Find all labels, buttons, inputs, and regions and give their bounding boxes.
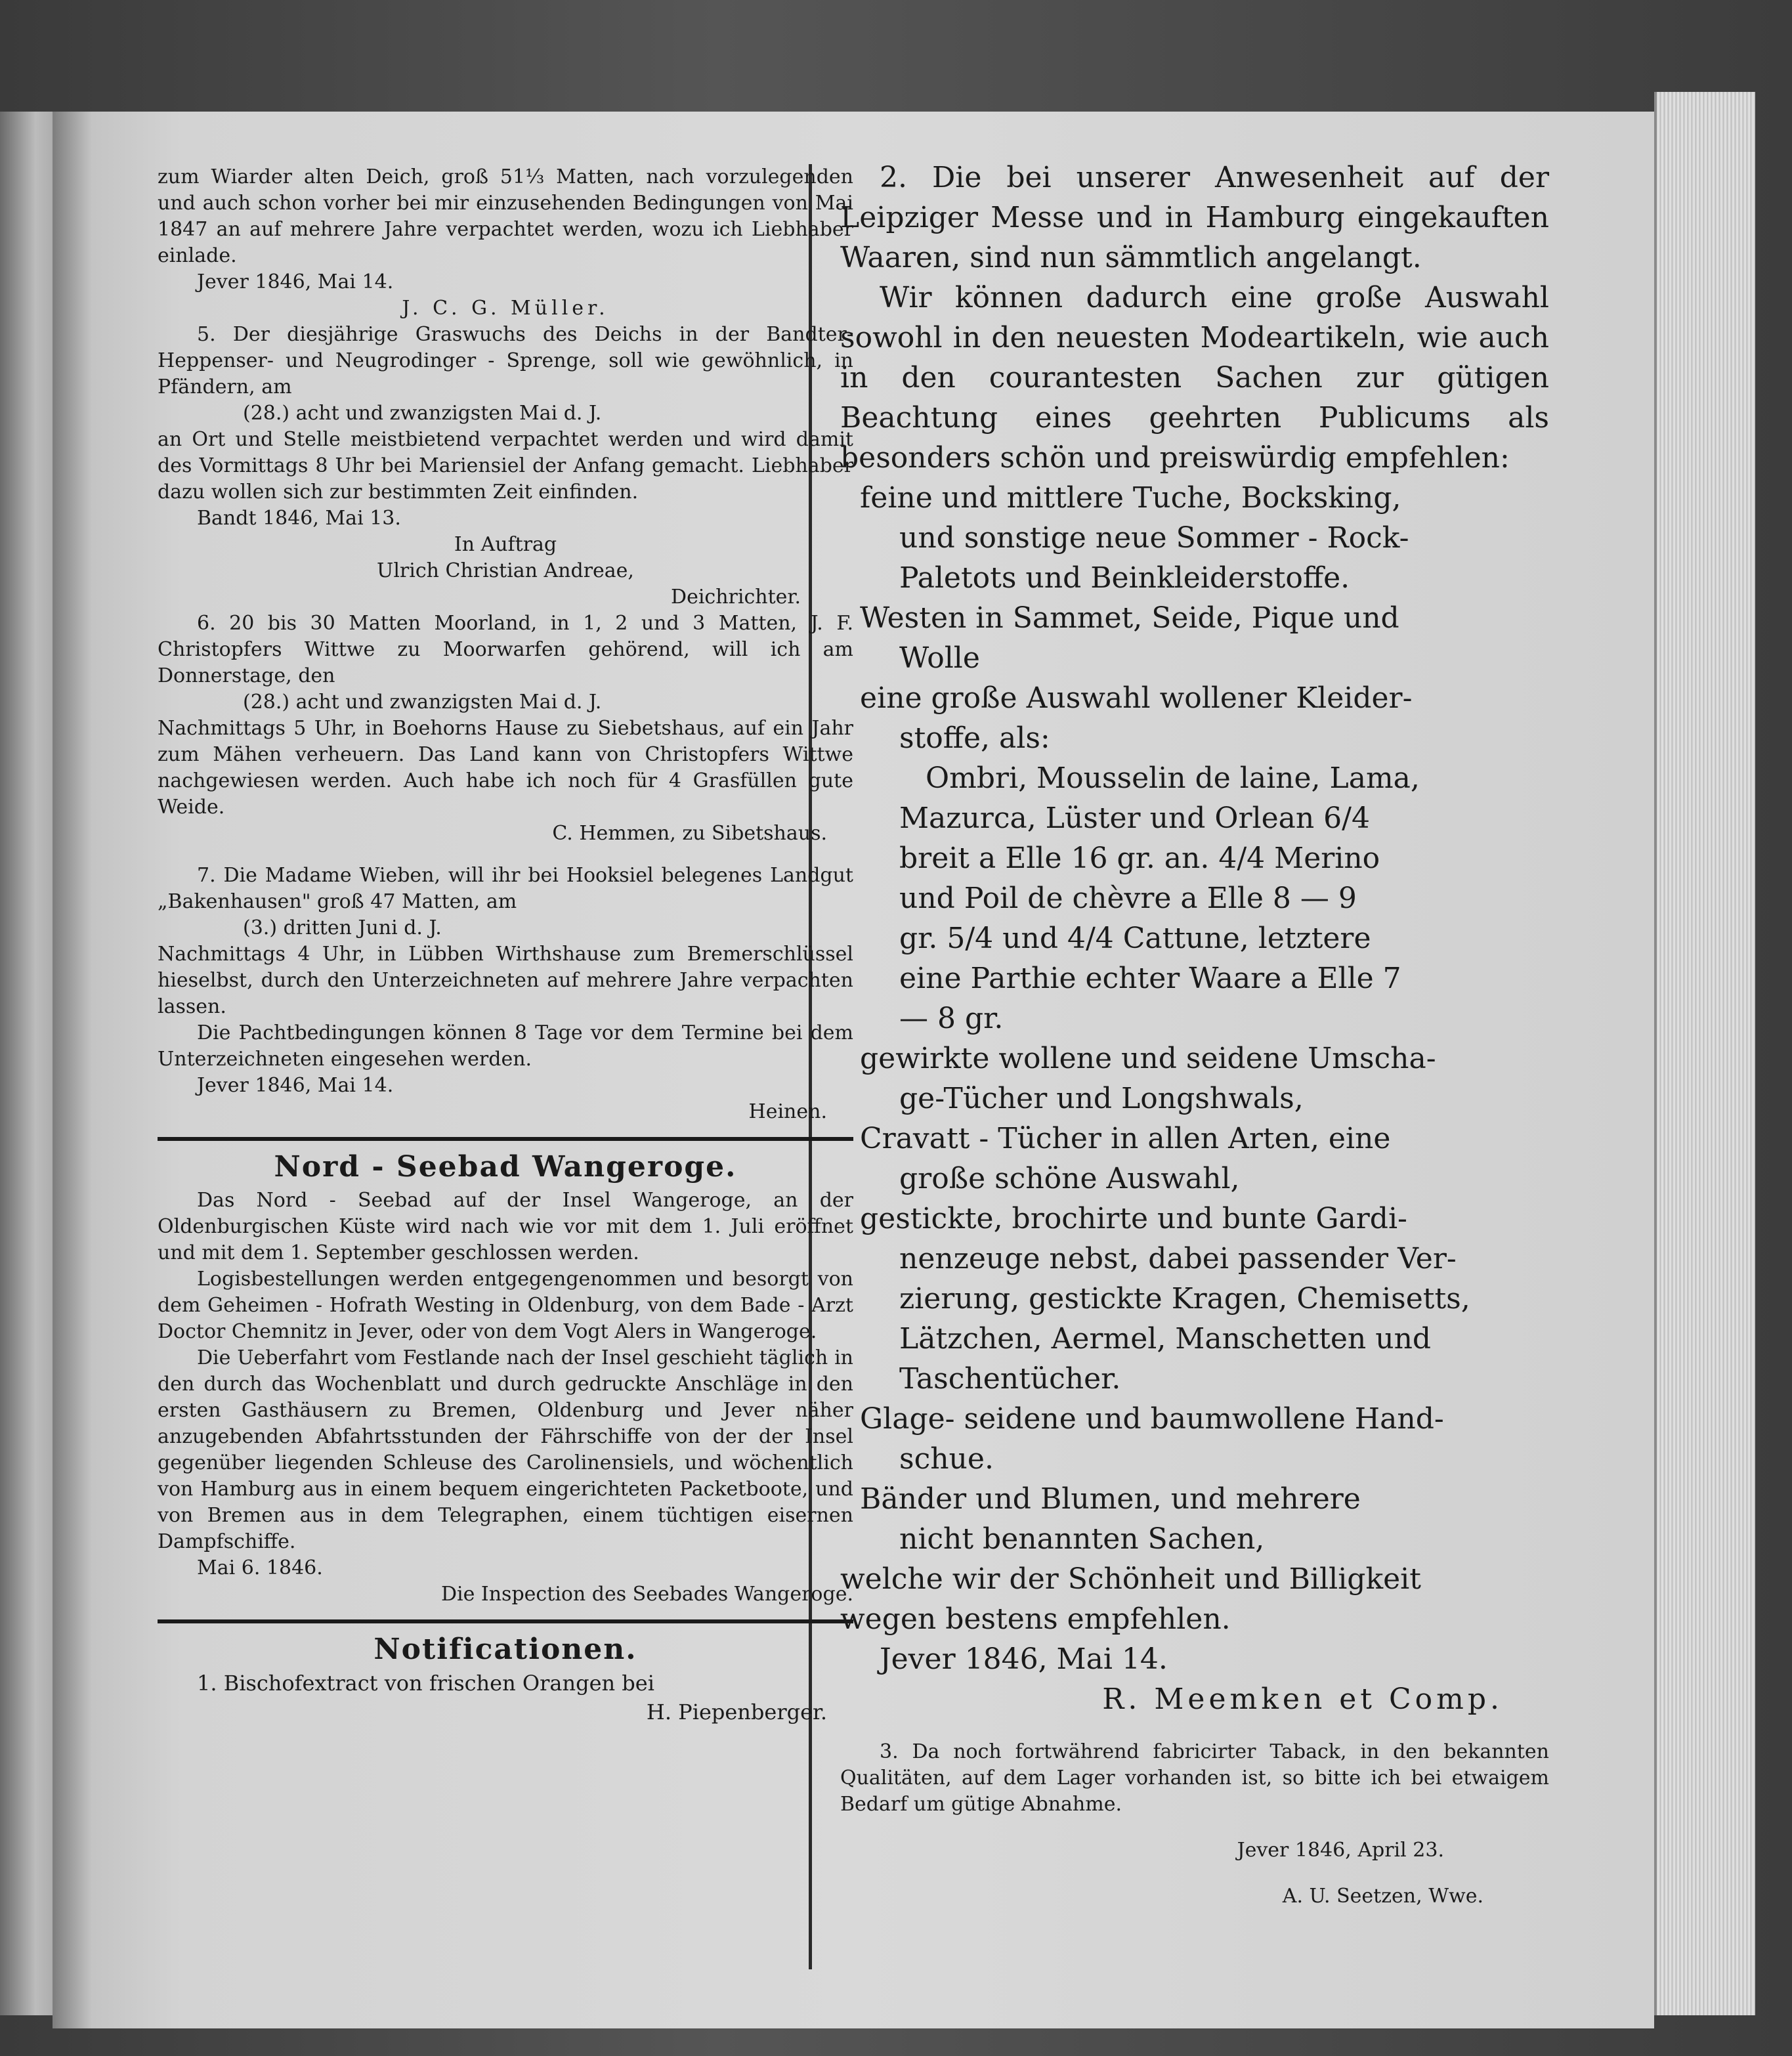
item-8-b: nicht benannten Sachen, [899,1522,1265,1556]
item-1-a: feine und mittlere Tuche, Bocksking, [860,481,1401,515]
notice-r3-date: Jever 1846, April 23. [1237,1839,1444,1862]
item-3-d: Mazurca, Lüster und Orlean 6/4 [899,802,1370,835]
notice-6 [158,610,853,847]
notification-1-signature: H. Piepenberger. [646,1700,827,1724]
item-6-a: gestickte, brochirte und bunte Gardi- [860,1202,1407,1235]
item-3-b: stoffe, als: [899,721,1050,755]
item-9-b: wegen bestens empfehlen. [840,1602,1231,1636]
seebad-section [158,1150,853,1608]
notice-7-text-c: Die Pachtbedingungen können 8 Tage vor dem Termine bei dem Unterzeichneten eingesehen werden. [158,1021,853,1071]
notice-5-sign-1: In Auftrag [454,533,557,556]
notifications-heading: Notificationen. [373,1633,637,1666]
notice-5-sign-3: Deichrichter. [671,586,801,609]
notice-6-text-a: 6. 20 bis 30 Matten Moorland, in 1, 2 und 3 Matten, J. F. Christopfers Wittwe zu Moorwarfen gehörend, will ich am Donnerstage, den [158,612,853,687]
item-4-b: ge-Tücher und Longshwals, [899,1082,1304,1115]
notice-4-signature: J. C. G. Müller. [402,297,609,320]
item-3-h: eine Parthie echter Waare a Elle 7 [899,962,1401,995]
notice-4-text: zum Wiarder alten Deich, groß 51⅓ Matten, nach vorzulegenden und auch schon vorher bei mir einzusehenden Bedingungen von Mai 1847 an auf mehrere Jahre verpachtet werden, wozu ich Liebhaber einlade. [158,165,853,267]
newspaper-page [53,112,1654,2028]
notice-5-date: Bandt 1846, Mai 13. [197,507,401,530]
item-6-d: Lätzchen, Aermel, Manschetten und [899,1322,1432,1356]
notice-r2 [840,158,1549,1719]
notice-5-text-b: an Ort und Stelle meistbietend verpachtet werden und wird damit des Vormittags 8 Uhr bei Mariensiel der Anfang gemacht. Liebhaber dazu wollen sich zur bestimmten Zeit einfinden. [158,428,853,503]
item-1-c: Paletots und Beinkleiderstoffe. [899,561,1350,595]
notice-r3-text: 3. Da noch fortwährend fabricirter Taback, in den bekannten Qualitäten, auf dem Lager vorhanden ist, so bitte ich bei etwaigem Bedarf um gütige Abnahme. [840,1740,1549,1816]
notice-r3-signature: A. U. Seetzen, Wwe. [1282,1885,1483,1908]
item-5-a: Cravatt - Tücher in allen Arten, eine [860,1122,1391,1155]
notice-5-text-a: 5. Der diesjährige Graswuchs des Deichs in der Bandter- Heppenser- und Neugrodinger - Sprenge, soll wie gewöhnlich, in Pfändern, am [158,323,853,398]
notice-7-date-line: (3.) dritten Juni d. J. [243,916,442,939]
right-column [840,158,1549,1929]
item-9-a: welche wir der Schönheit und Billigkeit [840,1562,1421,1596]
item-6-b: nenzeuge nebst, dabei passender Ver- [899,1242,1457,1275]
section-divider-2 [158,1619,853,1623]
notice-r2-signature: R. Meemken et Comp. [1102,1682,1503,1716]
left-column [158,164,853,1726]
item-7-b: schue. [899,1442,994,1476]
item-4-a: gewirkte wollene und seidene Umscha- [860,1042,1436,1075]
notice-r2-intro: 2. Die bei unserer Anwesenheit auf der Leipziger Messe und in Hamburg eingekauften Waaren, sind nun sämmtlich angelangt. [840,161,1549,274]
notice-7-signature: Heinen. [748,1100,827,1123]
seebad-para-1: Das Nord - Seebad auf der Insel Wangeroge, an der Oldenburgischen Küste wird nach wie vor mit dem 1. Juli eröffnet und mit dem 1. September geschlossen werden. [158,1189,853,1264]
notice-6-text-b: Nachmittags 5 Uhr, in Boehorns Hause zu Siebetshaus, auf ein Jahr zum Mähen verheuern. Das Land kann von Christopfers Wittwe nachgewiesen werden. Auch habe ich noch für 4 Grasfüllen gute Weide. [158,717,853,819]
book-page-edges [1654,92,1755,2015]
notice-4-date: Jever 1846, Mai 14. [197,270,394,293]
item-8-a: Bänder und Blumen, und mehrere [860,1482,1361,1516]
notice-7 [158,863,853,1125]
item-1-b: und sonstige neue Sommer - Rock- [899,521,1409,555]
notifications-section [158,1633,853,1726]
notice-4 [158,164,853,322]
notification-1-text: 1. Bischofextract von frischen Orangen bei [197,1671,654,1696]
item-2-b: Wolle [899,641,980,675]
seebad-para-3: Die Ueberfahrt vom Festlande nach der Insel geschieht täglich in den durch das Wochenblatt und durch gedruckte Anschläge in den ersten Gasthäusern zu Bremen, Oldenburg und Jever näher anzugebenden Abfahrtsstunden der Fährschiffe von der der Insel gegenüber liegenden Schleuse des Carolinensiels, und wöchentlich von Hamburg aus in einem bequem eingerichteten Packetboote, und von Bremen aus in dem Telegraphen, einem tüchtigen eisernen Dampfschiffe. [158,1346,853,1553]
seebad-signature: Die Inspection des Seebades Wangeroge. [440,1583,853,1606]
page-gutter [53,112,92,2028]
notice-r2-para: Wir können dadurch eine große Auswahl sowohl in den neuesten Modeartikeln, wie auch in den courantesten Sachen zur gütigen Beachtung eines geehrten Publicums als besonders schön und preiswürdig empfehlen: [840,281,1549,475]
item-7-a: Glage- seidene und baumwollene Hand- [860,1402,1444,1436]
notice-r2-date: Jever 1846, Mai 14. [880,1642,1168,1676]
item-6-c: zierung, gestickte Kragen, Chemisetts, [899,1282,1470,1316]
seebad-heading: Nord - Seebad Wangeroge. [274,1150,737,1184]
notice-5-sign-2: Ulrich Christian Andreae, [377,559,634,582]
notice-7-date: Jever 1846, Mai 14. [197,1074,394,1097]
item-3-f: und Poil de chèvre a Elle 8 — 9 [899,882,1357,915]
item-5-b: große schöne Auswahl, [899,1162,1240,1195]
item-6-e: Taschentücher. [899,1362,1121,1396]
section-divider [158,1137,853,1141]
notice-r3 [840,1739,1549,1910]
item-3-g: gr. 5/4 und 4/4 Cattune, letztere [899,922,1371,955]
seebad-date: Mai 6. 1846. [197,1556,323,1579]
item-3-i: — 8 gr. [899,1002,1004,1035]
item-3-a: eine große Auswahl wollener Kleider- [860,681,1413,715]
seebad-para-2: Logisbestellungen werden entgegengenommen und besorgt von dem Geheimen - Hofrath Westing in Oldenburg, von dem Bade - Arzt Doctor Chemnitz in Jever, oder von dem Vogt Alers in Wangeroge. [158,1268,853,1343]
notice-6-signature: C. Hemmen, zu Sibetshaus. [552,822,827,845]
notice-7-text-a: 7. Die Madame Wieben, will ihr bei Hooksiel belegenes Landgut „Bakenhausen" groß 47 Matten, am [158,864,853,913]
notice-5 [158,322,853,610]
item-3-e: breit a Elle 16 gr. an. 4/4 Merino [899,842,1380,875]
item-3-c: Ombri, Mousselin de laine, Lama, [926,761,1420,795]
notice-5-date-line: (28.) acht und zwanzigsten Mai d. J. [243,402,602,425]
facing-page-edge [0,112,59,2015]
notice-6-date-line: (28.) acht und zwanzigsten Mai d. J. [243,691,602,714]
notice-7-text-b: Nachmittags 4 Uhr, in Lübben Wirthshause zum Bremerschlüssel hieselbst, durch den Unterzeichneten auf mehrere Jahre verpachten lassen. [158,943,853,1018]
item-2-a: Westen in Sammet, Seide, Pique und [860,601,1399,635]
